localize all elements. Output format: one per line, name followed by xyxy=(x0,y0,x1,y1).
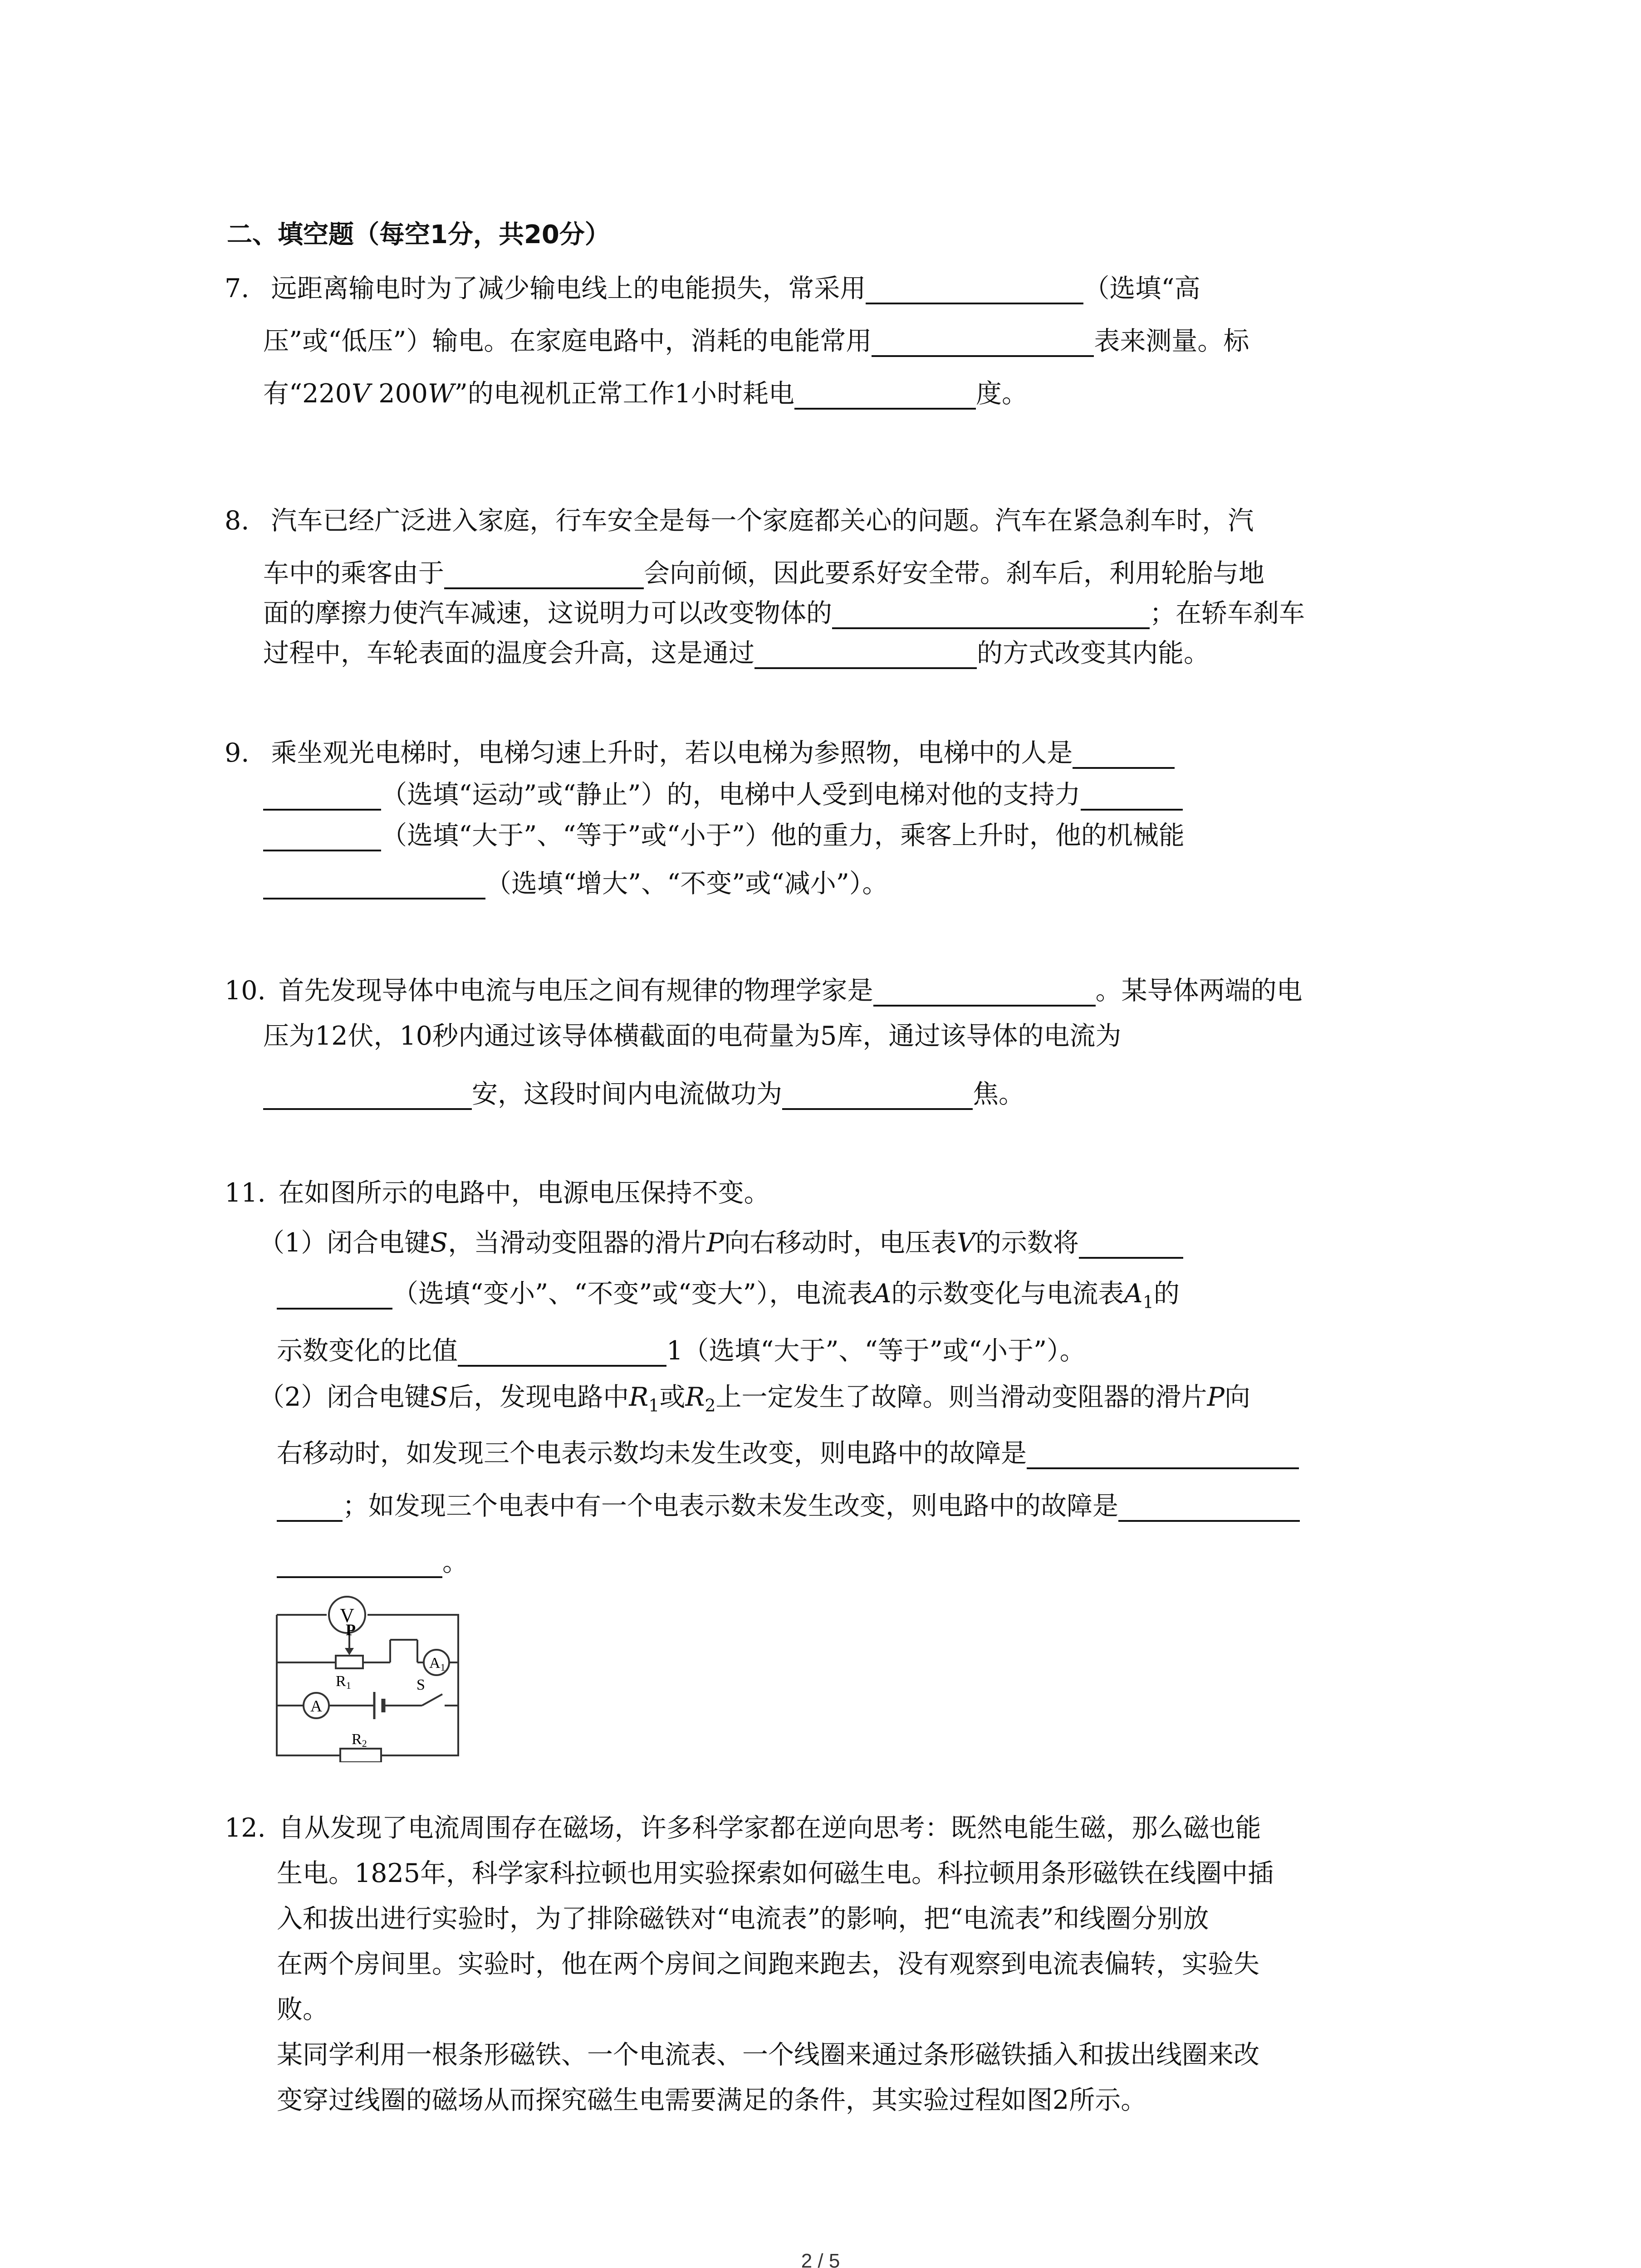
q11-line-6: 右移动时，如发现三个电表示数均未发生改变，则电路中的故障是 xyxy=(277,1435,1299,1471)
q10-line-1: 10. 首先发现导体中电流与电压之间有规律的物理学家是 。某导体两端的电 xyxy=(225,976,1303,1006)
q9-blank-2a[interactable] xyxy=(1081,779,1183,811)
ammeter-a1-label: A1 xyxy=(429,1655,446,1673)
q11-line-1: 11. 在如图所示的电路中，电源电压保持不变。 xyxy=(225,1178,770,1208)
q7-line-1: 7. 远距离输电时为了减少输电线上的电能损失，常采用 （选填“高 xyxy=(225,274,1200,303)
q10-number: 10. xyxy=(225,976,266,1006)
q7-blank-3[interactable] xyxy=(794,378,976,410)
q7-number: 7. xyxy=(225,274,250,303)
q12-line-7: 变穿过线圈的磁场从而探究磁生电需要满足的条件，其实验过程如图2所示。 xyxy=(277,2085,1147,2115)
q8-line-4: 过程中，车轮表面的温度会升高，这是通过 的方式改变其内能。 xyxy=(263,638,1210,668)
q12-line-2: 生电。1825年，科学家科拉顿也用实验探索如何磁生电。科拉顿用条形磁铁在线圈中插 xyxy=(277,1858,1274,1888)
q11-blank-4b[interactable] xyxy=(277,1546,442,1578)
r2-label: R2 xyxy=(352,1731,367,1749)
q10-blank-2[interactable] xyxy=(263,1078,472,1110)
q11-blank-3b[interactable] xyxy=(277,1490,343,1522)
q10-line-2: 压为12伏，10秒内通过该导体横截面的电荷量为5库，通过该导体的电流为 xyxy=(263,1021,1122,1051)
r1-label: R1 xyxy=(336,1673,351,1691)
q11-blank-1b[interactable] xyxy=(277,1278,392,1310)
q12-line-3: 入和拔出进行实验时，为了排除磁铁对“电流表”的影响，把“电流表”和线圈分别放 xyxy=(277,1904,1209,1934)
switch-label: S xyxy=(416,1677,425,1693)
voltmeter-label: V xyxy=(340,1604,354,1627)
page-number: 2 / 5 xyxy=(801,2250,840,2268)
q11-number: 11. xyxy=(225,1178,266,1208)
q9-line-3: （选填“大于”、“等于”或“小于”）他的重力，乘客上升时，他的机械能 xyxy=(263,817,1185,854)
q12-number: 12. xyxy=(225,1813,266,1843)
q7-line-2: 压”或“低压”）输电。在家庭电路中，消耗的电能常用 表来测量。标 xyxy=(263,326,1249,356)
q9-blank-1b[interactable] xyxy=(263,779,381,811)
q8-line-3: 面的摩擦力使汽车减速，这说明力可以改变物体的 ；在轿车刹车 xyxy=(263,598,1305,628)
q8-blank-1[interactable] xyxy=(444,557,644,589)
q11-blank-4a[interactable] xyxy=(1118,1490,1300,1522)
q7-blank-1[interactable] xyxy=(866,273,1083,304)
q11-line-8: 。 xyxy=(277,1544,468,1580)
q10-blank-1[interactable] xyxy=(873,975,1096,1007)
q11-line-5: （2）闭合电键S后，发现电路中$R_1$或$R_2$上一定发生了故障。则当滑动变阻器的滑片P向 xyxy=(259,1382,1250,1416)
q9-blank-1a[interactable] xyxy=(1073,737,1175,769)
q9-number: 9. xyxy=(225,738,250,768)
q11-line-3: （选填“变小”、“不变”或“变大”），电流表A的示数变化与电流表$A_1$的 xyxy=(277,1276,1180,1320)
slider-label: P xyxy=(346,1621,356,1639)
q8-blank-2[interactable] xyxy=(832,597,1150,629)
q9-line-4: （选填“增大”、“不变”或“减小”）。 xyxy=(263,865,888,902)
q9-blank-2b[interactable] xyxy=(263,820,381,851)
q9-line-1: 9. 乘坐观光电梯时，电梯匀速上升时，若以电梯为参照物，电梯中的人是 xyxy=(225,735,1175,771)
q7-line-3: 有“220V 200W”的电视机正常工作1小时耗电 度。 xyxy=(263,379,1028,409)
q9-line-2: （选填“运动”或“静止”）的，电梯中人受到电梯对他的支持力 xyxy=(263,777,1183,813)
q8-number: 8. xyxy=(225,506,250,536)
circuit-diagram xyxy=(272,1590,463,1762)
q12-line-5: 败。 xyxy=(277,1994,328,2024)
q11-line-4: 示数变化的比值 1（选填“大于”、“等于”或“小于”）。 xyxy=(277,1336,1086,1366)
q11-line-2: （1）闭合电键S，当滑动变阻器的滑片P向右移动时，电压表V的示数将 xyxy=(259,1225,1183,1261)
ammeter-a-label: A xyxy=(310,1697,322,1715)
q11-line-7: ；如发现三个电表中有一个电表示数未发生改变，则电路中的故障是 xyxy=(277,1488,1300,1524)
q8-line-2: 车中的乘客由于 会向前倾，因此要系好安全带。刹车后，利用轮胎与地 xyxy=(263,558,1264,588)
section-title: 二、填空题（每空1分，共20分） xyxy=(227,220,610,249)
q9-blank-3[interactable] xyxy=(263,868,485,899)
q12-line-4: 在两个房间里。实验时，他在两个房间之间跑来跑去，没有观察到电流表偏转，实验失 xyxy=(277,1949,1259,1979)
q11-blank-1a[interactable] xyxy=(1079,1227,1183,1259)
q10-line-3: 安，这段时间内电流做功为 焦。 xyxy=(263,1076,1024,1112)
q10-blank-3[interactable] xyxy=(782,1078,973,1110)
q8-line-1: 8. 汽车已经广泛进入家庭，行车安全是每一个家庭都关心的问题。汽车在紧急刹车时，汽 xyxy=(225,506,1254,536)
q11-blank-3a[interactable] xyxy=(1027,1437,1299,1469)
q11-blank-2[interactable] xyxy=(458,1335,666,1367)
q7-blank-2[interactable] xyxy=(872,325,1094,357)
q12-line-6: 某同学利用一根条形磁铁、一个电流表、一个线圈来通过条形磁铁插入和拔出线圈来改 xyxy=(277,2040,1259,2070)
q12-line-1: 12. 自从发现了电流周围存在磁场，许多科学家都在逆向思考：既然电能生磁，那么磁也能 xyxy=(225,1813,1261,1843)
q8-blank-3[interactable] xyxy=(754,637,977,669)
